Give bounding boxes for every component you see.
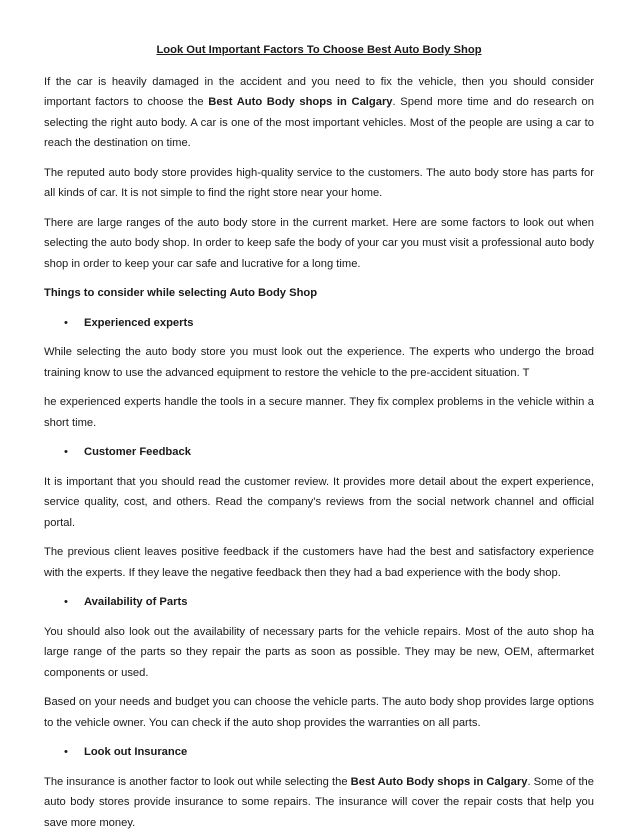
bullet-label: Look out Insurance [84,742,187,763]
paragraph-reputed-store: The reputed auto body store provides high-quality service to the customers. The auto body store has parts for all kinds of car. It is not simple to find the right store near your home. [44,163,594,204]
paragraph-large-ranges: There are large ranges of the auto body store in the current market. Here are some factors to look out when selecting the auto body shop. In order to keep safe the body of your car you must visit a professional auto body shop in order to keep your car safe and lucrative for a long time. [44,213,594,275]
bullet-icon: • [64,742,84,763]
paragraph-parts-availability: You should also look out the availability of necessary parts for the vehicle repairs. Most of the auto shop ha large range of the parts so they repair the parts as soon as possible. They may be new, OEM, aftermarket components or used. [44,622,594,684]
paragraph-insurance-text-b: . Some of the auto body stores provide insurance to some repairs. The insurance will cover the repair costs that help you save more money. [44,776,594,829]
bullet-label: Experienced experts [84,313,193,334]
paragraph-intro [44,72,594,154]
paragraph-insurance-text-a: The insurance is another factor to look out while selecting the [44,776,351,788]
paragraph-intro-text-a: If the car is heavily damaged in the accident and you need to fix the vehicle, then you should consider important factors to choose the [44,76,594,109]
bullet-icon: • [64,442,84,463]
bullet-item-experienced-experts [44,313,594,334]
bullet-icon: • [64,592,84,613]
section-heading: Things to consider while selecting Auto Body Shop [44,283,594,304]
bullet-label: Customer Feedback [84,442,191,463]
bullet-item-customer-feedback [44,442,594,463]
bullet-label: Availability of Parts [84,592,187,613]
paragraph-needs-budget: Based on your needs and budget you can choose the vehicle parts. The auto body shop provides large options to the vehicle owner. You can check if the auto shop provides the warranties on all parts. [44,692,594,733]
paragraph-intro-text-b: . Spend more time and do research on selecting the right auto body. A car is one of the most important vehicles. Most of the people are using a car to reach the destination on time. [44,96,594,149]
paragraph-previous-client: The previous client leaves positive feedback if the customers have had the best and satisfactory experience with the experts. If they leave the negative feedback then they had a bad experience with the body shop. [44,542,594,583]
document-title: Look Out Important Factors To Choose Best Auto Body Shop [44,40,594,61]
paragraph-experience: While selecting the auto body store you must look out the experience. The experts who undergo the broad training know to use the advanced equipment to restore the vehicle to the pre-accident situation. T [44,342,594,383]
paragraph-experts-tools: he experienced experts handle the tools in a secure manner. They fix complex problems in the vehicle within a short time. [44,392,594,433]
paragraph-customer-review: It is important that you should read the customer review. It provides more detail about the expert experience, service quality, cost, and others. Read the company’s reviews from the social network channel and official portal. [44,472,594,534]
paragraph-insurance-bold: Best Auto Body shops in Calgary [351,776,528,788]
paragraph-intro-bold: Best Auto Body shops in Calgary [208,96,392,108]
bullet-item-availability-of-parts [44,592,594,613]
bullet-item-look-out-insurance [44,742,594,763]
bullet-icon: • [64,313,84,334]
paragraph-insurance [44,772,594,833]
